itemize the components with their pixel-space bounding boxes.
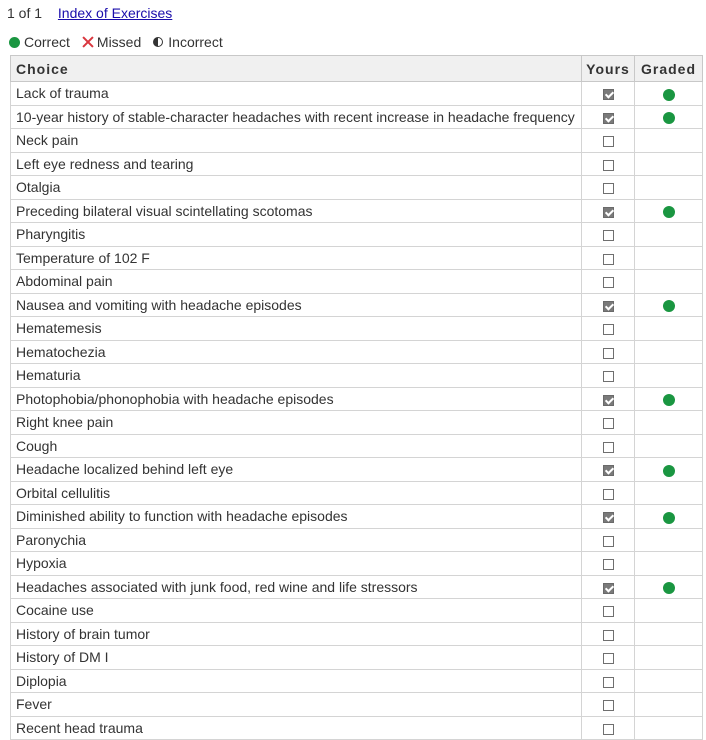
choice-cell: Hematuria [11, 364, 582, 388]
graded-cell [635, 434, 703, 458]
choice-cell: Preceding bilateral visual scintellating scotomas [11, 199, 582, 223]
results-table [10, 55, 703, 740]
table-row [11, 246, 703, 270]
graded-cell [635, 364, 703, 388]
graded-cell [635, 669, 703, 693]
yours-cell [582, 622, 635, 646]
table-row [11, 317, 703, 341]
yours-cell [582, 129, 635, 153]
graded-cell [635, 270, 703, 294]
choice-cell: Headache localized behind left eye [11, 458, 582, 482]
graded-cell [635, 646, 703, 670]
checked-checkbox [603, 395, 614, 406]
unchecked-checkbox [603, 536, 614, 547]
graded-cell [635, 552, 703, 576]
yours-cell [582, 364, 635, 388]
graded-cell [635, 317, 703, 341]
page-counter: 1 of 1 [7, 5, 43, 21]
table-header-row [11, 56, 703, 82]
unchecked-checkbox [603, 160, 614, 171]
choice-cell: Fever [11, 693, 582, 717]
checked-checkbox [603, 89, 614, 100]
unchecked-checkbox [603, 559, 614, 570]
red-x-icon [82, 36, 94, 48]
yours-cell [582, 293, 635, 317]
graded-cell [635, 458, 703, 482]
table-row [11, 129, 703, 153]
graded-cell [635, 505, 703, 529]
half-circle-icon [153, 37, 163, 47]
graded-cell [635, 82, 703, 106]
correct-dot-icon [663, 465, 675, 477]
yours-cell [582, 105, 635, 129]
choice-cell: Temperature of 102 F [11, 246, 582, 270]
table-row [11, 270, 703, 294]
table-row [11, 340, 703, 364]
choice-cell: Paronychia [11, 528, 582, 552]
table-row [11, 552, 703, 576]
choice-cell: Cough [11, 434, 582, 458]
unchecked-checkbox [603, 677, 614, 688]
unchecked-checkbox [603, 418, 614, 429]
yours-cell [582, 458, 635, 482]
choice-cell: Pharyngitis [11, 223, 582, 247]
unchecked-checkbox [603, 606, 614, 617]
graded-cell [635, 129, 703, 153]
choice-cell: Hematochezia [11, 340, 582, 364]
table-row [11, 82, 703, 106]
checked-checkbox [603, 512, 614, 523]
choice-cell: Lack of trauma [11, 82, 582, 106]
yours-cell [582, 317, 635, 341]
yours-cell [582, 340, 635, 364]
green-dot-icon [9, 37, 20, 48]
graded-cell [635, 575, 703, 599]
graded-cell [635, 599, 703, 623]
yours-cell [582, 693, 635, 717]
graded-cell [635, 481, 703, 505]
yours-cell [582, 528, 635, 552]
unchecked-checkbox [603, 724, 614, 735]
yours-cell [582, 176, 635, 200]
table-row [11, 434, 703, 458]
choice-cell: Left eye redness and tearing [11, 152, 582, 176]
yours-cell [582, 599, 635, 623]
yours-cell [582, 575, 635, 599]
choice-cell: Photophobia/phonophobia with headache episodes [11, 387, 582, 411]
table-row [11, 528, 703, 552]
correct-dot-icon [663, 394, 675, 406]
legend-correct [9, 33, 70, 51]
yours-cell [582, 434, 635, 458]
checked-checkbox [603, 583, 614, 594]
graded-cell [635, 693, 703, 717]
table-row [11, 505, 703, 529]
correct-dot-icon [663, 206, 675, 218]
graded-cell [635, 105, 703, 129]
choice-cell: Headaches associated with junk food, red wine and life stressors [11, 575, 582, 599]
unchecked-checkbox [603, 348, 614, 359]
choice-cell: 10-year history of stable-character headaches with recent increase in headache frequency [11, 105, 582, 129]
legend-missed-label: Missed [96, 34, 142, 50]
table-row [11, 387, 703, 411]
choice-cell: Otalgia [11, 176, 582, 200]
yours-cell [582, 552, 635, 576]
choice-cell: Orbital cellulitis [11, 481, 582, 505]
correct-dot-icon [663, 112, 675, 124]
table-row [11, 293, 703, 317]
table-row [11, 458, 703, 482]
checked-checkbox [603, 301, 614, 312]
yours-cell [582, 411, 635, 435]
table-row [11, 575, 703, 599]
unchecked-checkbox [603, 136, 614, 147]
graded-cell [635, 199, 703, 223]
choice-cell: Hypoxia [11, 552, 582, 576]
graded-cell [635, 246, 703, 270]
table-row [11, 364, 703, 388]
column-header-graded: Graded [635, 56, 703, 82]
graded-cell [635, 340, 703, 364]
correct-dot-icon [663, 300, 675, 312]
yours-cell [582, 199, 635, 223]
table-row [11, 105, 703, 129]
choice-cell: Recent head trauma [11, 716, 582, 740]
table-row [11, 481, 703, 505]
correct-dot-icon [663, 582, 675, 594]
graded-cell [635, 176, 703, 200]
table-row [11, 646, 703, 670]
choice-cell: Diplopia [11, 669, 582, 693]
column-header-choice: Choice [11, 56, 582, 82]
unchecked-checkbox [603, 324, 614, 335]
table-row [11, 411, 703, 435]
unchecked-checkbox [603, 277, 614, 288]
yours-cell [582, 223, 635, 247]
choice-cell: Hematemesis [11, 317, 582, 341]
choice-cell: History of DM I [11, 646, 582, 670]
unchecked-checkbox [603, 653, 614, 664]
table-row [11, 199, 703, 223]
legend-incorrect [153, 33, 222, 51]
yours-cell [582, 669, 635, 693]
table-row [11, 176, 703, 200]
graded-cell [635, 528, 703, 552]
graded-cell [635, 387, 703, 411]
choice-cell: Cocaine use [11, 599, 582, 623]
table-row [11, 152, 703, 176]
choice-cell: Neck pain [11, 129, 582, 153]
choice-cell: Abdominal pain [11, 270, 582, 294]
yours-cell [582, 246, 635, 270]
yours-cell [582, 270, 635, 294]
graded-cell [635, 223, 703, 247]
table-row [11, 622, 703, 646]
choice-cell: Right knee pain [11, 411, 582, 435]
yours-cell [582, 646, 635, 670]
yours-cell [582, 152, 635, 176]
yours-cell [582, 505, 635, 529]
correct-dot-icon [663, 512, 675, 524]
graded-cell [635, 622, 703, 646]
table-row [11, 693, 703, 717]
unchecked-checkbox [603, 489, 614, 500]
correct-dot-icon [663, 89, 675, 101]
unchecked-checkbox [603, 254, 614, 265]
unchecked-checkbox [603, 230, 614, 241]
choice-cell: History of brain tumor [11, 622, 582, 646]
checked-checkbox [603, 465, 614, 476]
graded-cell [635, 411, 703, 435]
checked-checkbox [603, 113, 614, 124]
checked-checkbox [603, 207, 614, 218]
unchecked-checkbox [603, 630, 614, 641]
legend-incorrect-label: Incorrect [168, 34, 223, 50]
legend-correct-label: Correct [24, 34, 70, 50]
legend-missed [82, 33, 141, 51]
legend [9, 33, 235, 51]
index-of-exercises-link[interactable]: Index of Exercises [57, 5, 173, 21]
yours-cell [582, 82, 635, 106]
unchecked-checkbox [603, 700, 614, 711]
table-row [11, 599, 703, 623]
top-bar [7, 4, 172, 22]
table-row [11, 223, 703, 247]
table-row [11, 669, 703, 693]
graded-cell [635, 152, 703, 176]
yours-cell [582, 481, 635, 505]
column-header-yours: Yours [582, 56, 635, 82]
unchecked-checkbox [603, 371, 614, 382]
yours-cell [582, 387, 635, 411]
graded-cell [635, 293, 703, 317]
choice-cell: Nausea and vomiting with headache episodes [11, 293, 582, 317]
choice-cell: Diminished ability to function with headache episodes [11, 505, 582, 529]
unchecked-checkbox [603, 183, 614, 194]
unchecked-checkbox [603, 442, 614, 453]
